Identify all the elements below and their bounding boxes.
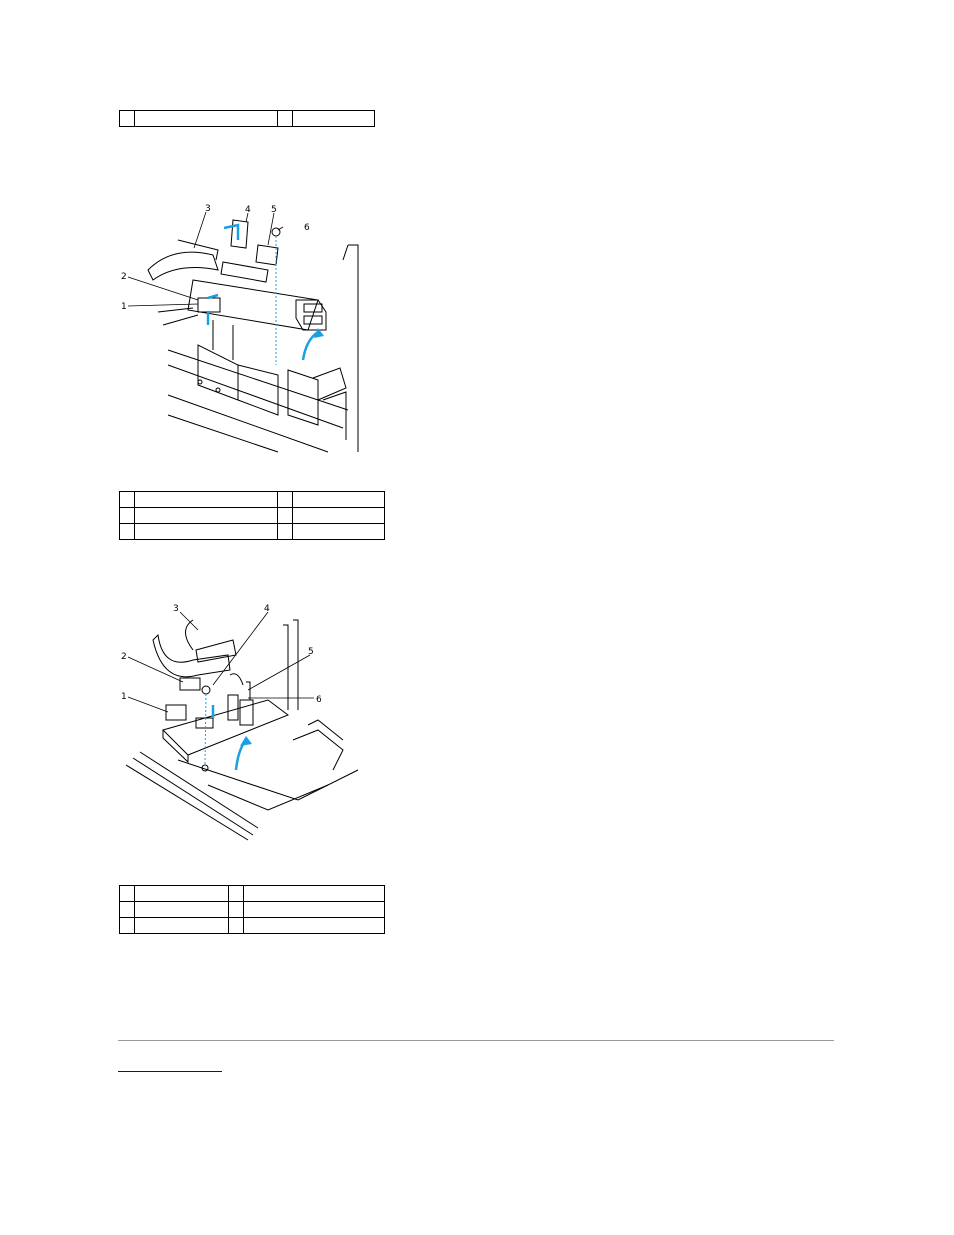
callout-1: 1 <box>121 692 127 702</box>
table-cell <box>135 492 278 508</box>
table-cell <box>278 508 293 524</box>
io-panel-figure-2 <box>118 600 368 845</box>
callout-3: 3 <box>173 604 179 614</box>
table-row <box>120 508 385 524</box>
table-cell <box>293 524 385 540</box>
callout-6: 6 <box>316 695 322 705</box>
table-cell <box>278 111 293 127</box>
table-cell <box>244 902 385 918</box>
table-cell <box>293 111 375 127</box>
table-cell <box>244 886 385 902</box>
table-cell <box>120 508 135 524</box>
callout-table-3 <box>119 885 385 934</box>
io-panel-figure-1 <box>118 200 368 455</box>
callout-5: 5 <box>308 647 314 657</box>
table-cell <box>229 918 244 934</box>
callout-table-1 <box>119 110 375 127</box>
table-cell <box>278 492 293 508</box>
back-to-top-link[interactable] <box>118 1060 222 1072</box>
table-cell <box>135 918 229 934</box>
table-row <box>120 524 385 540</box>
table-cell <box>293 492 385 508</box>
table-row <box>120 111 375 127</box>
table-row <box>120 902 385 918</box>
callout-4: 4 <box>245 205 251 215</box>
callout-2: 2 <box>121 652 127 662</box>
table-cell <box>278 524 293 540</box>
table-row <box>120 492 385 508</box>
table-cell <box>120 111 135 127</box>
table-cell <box>135 111 278 127</box>
table-cell <box>135 524 278 540</box>
table-cell <box>120 524 135 540</box>
table-row <box>120 918 385 934</box>
table-cell <box>120 492 135 508</box>
callout-2: 2 <box>121 272 127 282</box>
callout-1: 1 <box>121 302 127 312</box>
table-cell <box>135 886 229 902</box>
table-cell <box>135 902 229 918</box>
callout-3: 3 <box>205 204 211 214</box>
table-cell <box>120 886 135 902</box>
callout-6: 6 <box>304 223 310 233</box>
table-row <box>120 886 385 902</box>
table-cell <box>229 902 244 918</box>
table-cell <box>120 902 135 918</box>
table-cell <box>244 918 385 934</box>
callout-table-2 <box>119 491 385 540</box>
table-cell <box>135 508 278 524</box>
divider <box>118 1040 834 1041</box>
table-cell <box>229 886 244 902</box>
callout-5: 5 <box>271 205 277 215</box>
callout-4: 4 <box>264 604 270 614</box>
table-cell <box>120 918 135 934</box>
table-cell <box>293 508 385 524</box>
